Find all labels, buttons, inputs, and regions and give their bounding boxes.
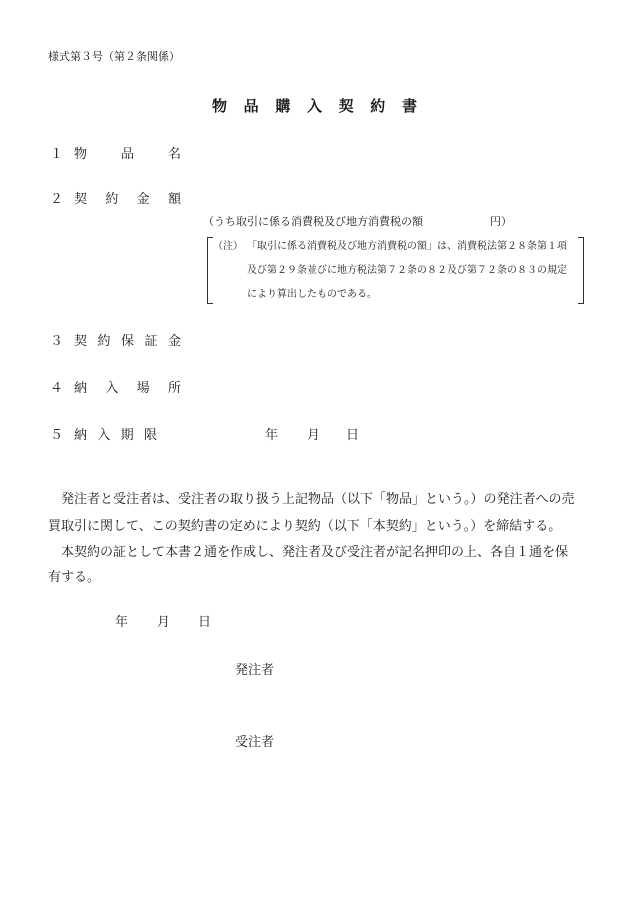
tax-amount-prefix: （うち取引に係る消費税及び地方消費税の額 [203, 215, 423, 228]
label-char: 金 [167, 334, 181, 349]
label-char: 納 [74, 381, 88, 396]
item-number: ５ [50, 428, 64, 443]
item-number: ３ [50, 334, 64, 349]
label-char: 場 [136, 381, 150, 396]
label-char: 約 [105, 192, 119, 207]
label-char: 入 [105, 381, 119, 396]
note-line: 「取引に係る消費税及び地方消費税の額」は、消費税法第２８条第１項 [247, 241, 567, 252]
label-char: 納 [74, 428, 88, 443]
label-char: 購 [275, 97, 291, 115]
label-char: 所 [167, 381, 181, 396]
label-char: 契 [74, 192, 88, 207]
item-label-contract-deposit [74, 335, 181, 348]
body-text-line: 発注者と受注者は、受注者の取り扱う上記物品（以下「物品」という。）の発注者への売 [48, 492, 575, 507]
document-title [212, 99, 417, 114]
label-char: 名 [167, 147, 181, 162]
body-text-line: 買取引に関して、この契約書の定めにより契約（以下「本契約」という。）を締結する。 [48, 519, 562, 534]
label-char: 期 [120, 428, 134, 443]
label-char: 入 [97, 428, 111, 443]
deadline-month-label: 月 [307, 428, 321, 443]
label-char: 品 [243, 97, 259, 115]
tax-amount-suffix: 円） [490, 215, 512, 228]
label-char: 物 [212, 97, 228, 115]
item-number: ４ [50, 381, 64, 396]
label-char: 保 [120, 334, 134, 349]
body-text-line: 本契約の証として本書２通を作成し、発注者及び受注者が記名押印の上、各自１通を保 [48, 545, 569, 560]
note-line: 及び第２９条並びに地方税法第７２条の８２及び第７２条の８３の規定 [247, 265, 567, 276]
contract-year-label: 年 [115, 615, 129, 630]
label-char: 金 [136, 192, 150, 207]
orderer-label: 発注者 [235, 663, 275, 678]
item-label-delivery-place [74, 382, 181, 395]
note-marker: （注） [213, 241, 243, 252]
label-char: 書 [401, 97, 417, 115]
item-number: ２ [50, 192, 64, 207]
contract-day-label: 日 [198, 615, 212, 630]
item-label-delivery-deadline [74, 429, 157, 442]
form-number: 様式第３号（第２条関係） [48, 50, 180, 63]
label-char: 約 [97, 334, 111, 349]
deadline-day-label: 日 [346, 428, 360, 443]
label-char: 約 [370, 97, 386, 115]
label-char: 契 [338, 97, 354, 115]
deadline-year-label: 年 [265, 428, 279, 443]
item-label-goods-name [74, 148, 181, 161]
label-char: 額 [167, 192, 181, 207]
contractor-label: 受注者 [235, 735, 275, 750]
label-char: 品 [120, 147, 134, 162]
note-line: により算出したものである。 [247, 289, 377, 300]
item-number: １ [50, 147, 64, 162]
label-char: 限 [143, 428, 157, 443]
label-char: 契 [74, 334, 88, 349]
label-char: 入 [306, 97, 322, 115]
note-bracket-right [578, 237, 584, 304]
label-char: 証 [144, 334, 158, 349]
body-text-line: 有する。 [48, 570, 101, 585]
label-char: 物 [74, 147, 88, 162]
item-label-contract-amount [74, 193, 181, 206]
contract-month-label: 月 [157, 615, 171, 630]
